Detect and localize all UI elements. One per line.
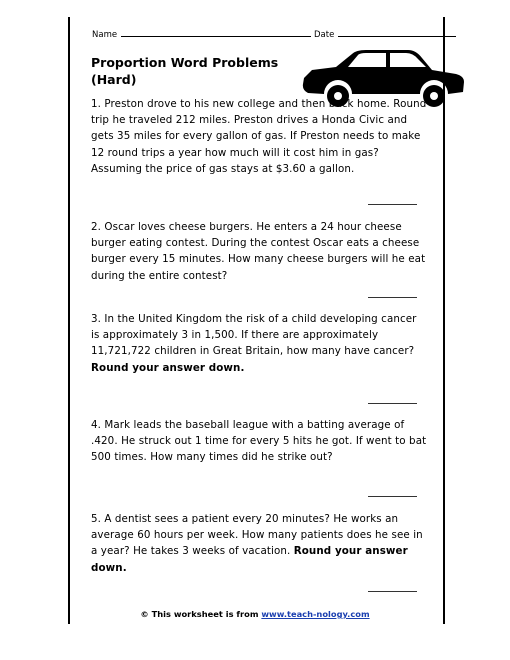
- name-label: Name: [92, 30, 118, 40]
- answer-line-1[interactable]: [368, 204, 417, 205]
- answer-line-3[interactable]: [368, 403, 417, 404]
- problem-5-text: 5. A dentist sees a patient every 20 minutes? He works an average 60 hours per week. How many patients does he see in a year? He takes 3 weeks of vacation.: [91, 513, 423, 558]
- problem-3-text: 3. In the United Kingdom the risk of a child developing cancer is approximately 3 in 1,500. If there are approximately 11,721,722 children in Great Britain, how many have cancer?: [91, 313, 417, 358]
- problem-2-text: 2. Oscar loves cheese burgers. He enters a 24 hour cheese burger eating contest. During the contest Oscar eats a cheese burger every 15 minutes. How many cheese burgers will he eat during the entire contest?: [91, 221, 426, 282]
- name-underline[interactable]: [121, 28, 311, 37]
- problem-1-text: 1. Preston drove to his new college and then back home. Round trip he traveled 212 miles. Preston drives a Honda Civic and gets 35 miles for every gallon of gas. If Preston needs to make 12 round trips a year how much will it cost him in gas? Assuming the price of gas stays at $3.60 a gallon.: [91, 98, 427, 175]
- date-label: Date: [314, 30, 335, 40]
- problem-2: [91, 219, 427, 284]
- name-field[interactable]: [92, 28, 311, 40]
- problem-5-bold-note: Round your answer down.: [91, 545, 408, 574]
- answer-line-5[interactable]: [368, 591, 417, 592]
- date-underline[interactable]: [338, 28, 456, 37]
- title-line-1: Proportion Word Problems: [91, 55, 279, 70]
- date-field[interactable]: [314, 28, 456, 40]
- footer-credit: [0, 609, 510, 619]
- answer-line-4[interactable]: [368, 496, 417, 497]
- problem-3-bold-note: Round your answer down.: [91, 361, 245, 374]
- footer-prefix: © This worksheet is from: [140, 609, 262, 619]
- problem-4: [91, 417, 427, 466]
- problem-1: [91, 96, 427, 177]
- worksheet-title: [91, 54, 278, 88]
- problem-3: [91, 311, 427, 376]
- problem-5: [91, 511, 427, 576]
- title-line-2: (Hard): [91, 72, 137, 87]
- answer-line-2[interactable]: [368, 297, 417, 298]
- footer-link[interactable]: www.teach-nology.com: [261, 609, 370, 619]
- problem-4-text: 4. Mark leads the baseball league with a batting average of .420. He struck out 1 time for every 5 hits he got. If went to bat 500 times. How many times did he strike out?: [91, 419, 427, 464]
